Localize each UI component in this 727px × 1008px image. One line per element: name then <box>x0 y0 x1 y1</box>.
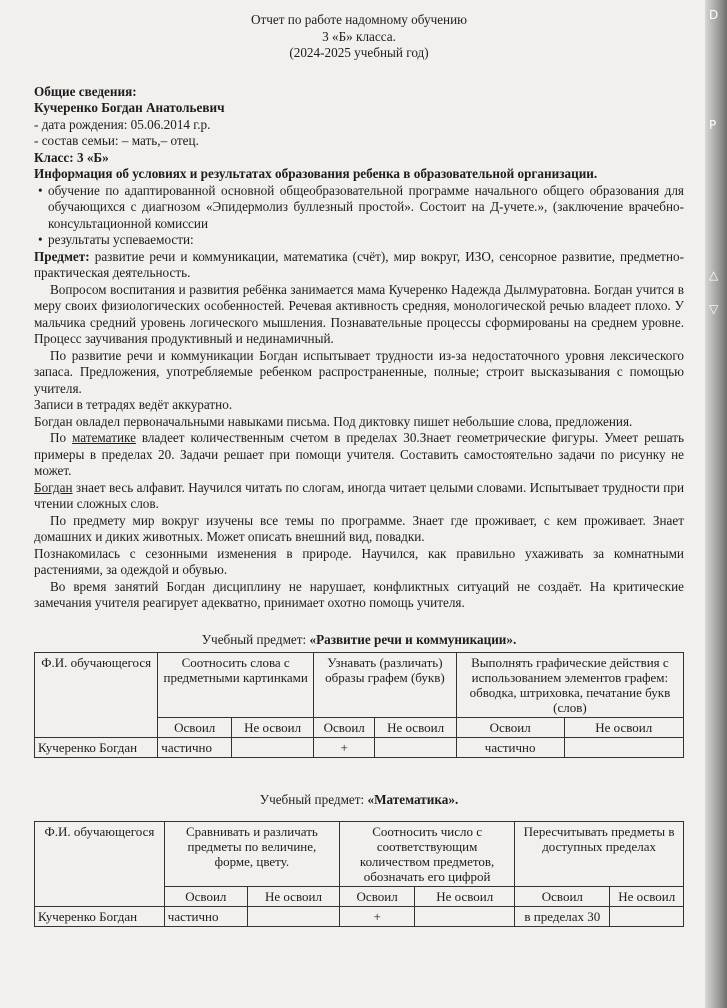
table1-caption: Учебный предмет: «Развитие речи и коммуникации». <box>201 631 517 647</box>
result-cell: частично <box>456 738 564 758</box>
info-list <box>34 183 684 249</box>
column-header: Соотносить слова с предметными картинками <box>158 653 314 718</box>
result-cell: в пределах 30 <box>515 906 610 926</box>
table2-caption: Учебный предмет: «Математика». <box>259 792 459 807</box>
family-composition: - состав семьи: – мать,– отец. <box>34 133 199 148</box>
student-cell: Кучеренко Богдан <box>35 738 158 758</box>
result-cell: частично <box>158 738 232 758</box>
table-row <box>35 738 684 758</box>
mastered-header: Освоил <box>515 886 610 906</box>
table-row <box>35 906 684 926</box>
not-mastered-header: Не освоил <box>375 718 456 738</box>
list-item: • обучение по адаптированной основной общеобразовательной программе начального общего образования для обучающихся с диагнозом «Эпидермолиз буллезный простой». Состоит на Д-учете.», (заключение врачебно-консультационной комиссии <box>38 182 684 231</box>
report-year: (2024-2025 учебный год) <box>289 45 429 60</box>
result-cell <box>232 738 314 758</box>
not-mastered-header: Не освоил <box>232 718 314 738</box>
report-header <box>34 12 684 62</box>
edge-mark: P <box>709 118 717 132</box>
background-edge <box>705 0 727 1008</box>
list-item: • результаты успеваемости: <box>38 232 194 247</box>
paragraph: Записи в тетрадях ведёт аккуратно. <box>34 397 233 412</box>
mastered-header: Освоил <box>456 718 564 738</box>
column-header: Сравнивать и различать предметы по величине, форме, цвету. <box>164 821 339 886</box>
paragraph: Богдан овладел первоначальными навыками письма. Под диктовку пишет небольшие слова, предложения. <box>34 413 633 429</box>
result-cell <box>247 906 339 926</box>
info-heading: Информация об условиях и результатах образования ребенка в образовательной организации. <box>34 166 598 181</box>
bullet-icon: • <box>38 182 43 198</box>
subjects-label: Предмет: <box>34 248 90 264</box>
mastered-header: Освоил <box>314 718 375 738</box>
not-mastered-header: Не освоил <box>610 886 684 906</box>
paragraph: По развитие речи и коммуникации Богдан испытывает трудности из-за недостаточного уровня лексического запаса. Предложения, употребляемые ребенком распространенные, полные; строит высказывания с помощью учителя. <box>34 347 684 396</box>
not-mastered-header: Не освоил <box>564 718 683 738</box>
bullet-icon: • <box>38 232 43 247</box>
result-cell: + <box>340 906 415 926</box>
fio-header: Ф.И. обучающегося <box>35 821 165 906</box>
student-cell: Кучеренко Богдан <box>35 906 165 926</box>
report-title: Отчет по работе надомному обучению <box>250 12 468 27</box>
student-name: Кучеренко Богдан Анатольевич <box>34 100 225 115</box>
paragraph: Во время занятий Богдан дисциплину не нарушает, конфликтных ситуаций не создаёт. На критические замечания учителя реагирует адекватно, принимает охотно помощь учителя. <box>34 578 684 610</box>
not-mastered-header: Не освоил <box>247 886 339 906</box>
report-class: 3 «Б» класса. <box>322 28 396 44</box>
paragraph: Богдан знает весь алфавит. Научился читать по слогам, иногда читает целыми словами. Испытывает трудности при чтении сложных слов. <box>34 479 684 511</box>
table-header-row <box>35 821 684 886</box>
general-heading: Общие сведения: <box>34 83 137 99</box>
edge-mark: △ <box>709 268 719 282</box>
result-cell <box>375 738 456 758</box>
table-header-row <box>35 653 684 718</box>
mastered-header: Освоил <box>158 718 232 738</box>
subjects-text: развитие речи и коммуникации, математика (счёт), мир вокруг, ИЗО, сенсорное развитие, предметно-практическая деятельность. <box>34 248 684 280</box>
column-header: Узнавать (различать) образы графем (букв) <box>314 653 457 718</box>
column-header: Пересчитывать предметы в доступных пределах <box>515 821 684 886</box>
not-mastered-header: Не освоил <box>415 886 515 906</box>
result-cell: + <box>314 738 375 758</box>
subjects-paragraph <box>34 249 684 282</box>
edge-mark: D <box>709 8 719 22</box>
paragraph: По предмету мир вокруг изучены все темы по программе. Знает где проживает, с кем проживает. Знает домашних и диких животных. Может описать внешний вид, повадки. <box>34 512 684 544</box>
column-header: Выполнять графические действия с использованием элементов графем: обводка, штриховка, печатание букв (слов) <box>456 653 683 718</box>
document-body <box>34 12 684 927</box>
fio-header: Ф.И. обучающегося <box>35 653 158 738</box>
mastered-header: Освоил <box>340 886 415 906</box>
paragraph: Познакомилась с сезонными изменения в природе. Научился, как правильно ухаживать за комнатными растениями, за одеждой и обувью. <box>34 545 684 577</box>
edge-mark: ▽ <box>709 302 719 316</box>
result-cell <box>415 906 515 926</box>
result-cell <box>564 738 683 758</box>
math-results-table <box>34 821 684 927</box>
class-label: Класс: 3 «Б» <box>34 149 109 165</box>
speech-results-table <box>34 652 684 758</box>
result-cell: частично <box>164 906 247 926</box>
mastered-header: Освоил <box>164 886 247 906</box>
birth-date: - дата рождения: 05.06.2014 г.р. <box>34 116 211 132</box>
result-cell <box>610 906 684 926</box>
paragraph: Вопросом воспитания и развития ребёнка занимается мама Кучеренко Надежда Дылмуратовна. Богдан учится в меру своих физиологических особенностей. Речевая активность средняя, монологической речью владеет плохо. У мальчика средний уровень логического мышления. Познавательные процессы сформированы на среднем уровне. Процесс заучивания продуктивный и нединамичный. <box>34 281 684 346</box>
column-header: Соотносить число с соответствующим количеством предметов, обозначать его цифрой <box>340 821 515 886</box>
paragraph: По математике владеет количественным счетом в пределах 30.Знает геометрические фигуры. Умеет решать примеры в пределах 20. Задачи решает при помощи учителя. Составить самостоятельно задачи по рисунку не может. <box>34 430 684 478</box>
